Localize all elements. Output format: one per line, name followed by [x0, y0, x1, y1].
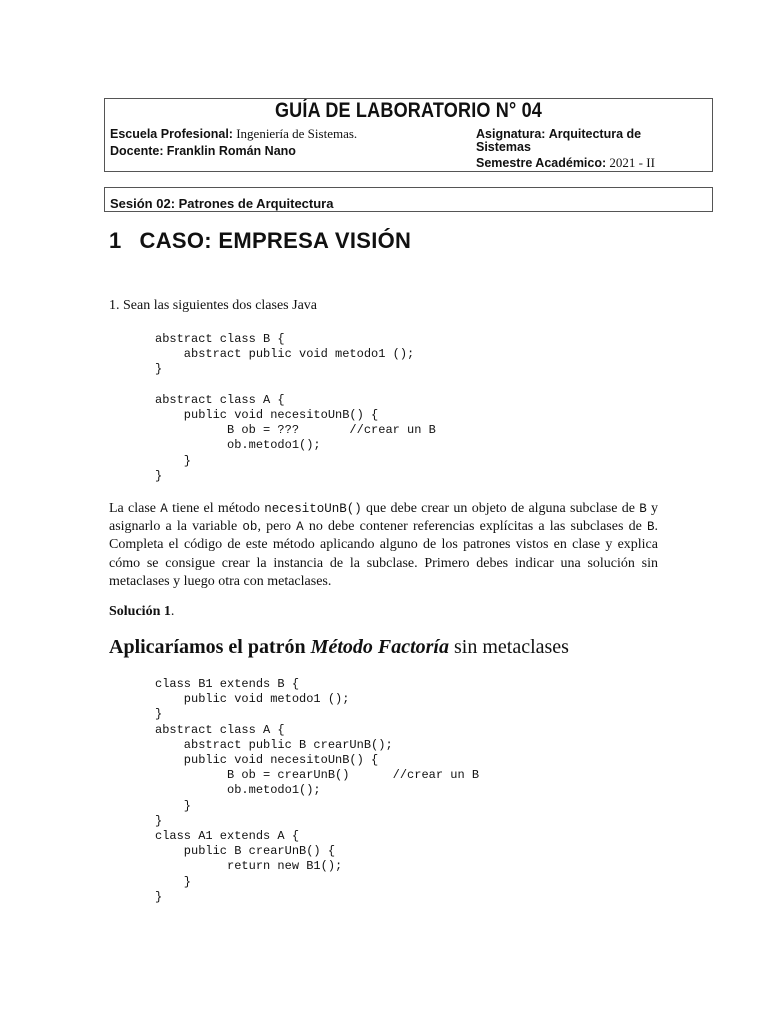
subject-value-line2: Sistemas [476, 140, 531, 154]
teacher-row [110, 143, 296, 159]
subject-label: Asignatura: [476, 127, 546, 141]
explanation-text: y asignarlo a la variable [109, 501, 659, 535]
school-row [110, 126, 357, 142]
lab-guide-title: GUÍA DE LABORATORIO N° 04 [274, 99, 543, 122]
explanation-text: , pero [257, 519, 297, 535]
explanation-text: . Completa el código de este método aplicando alguno de los patrones vistos en clase y explica cómo se consigue crear la instancia de la subclase. Primero debes indicar una solución sin metaclases y luego otra con metaclases. [109, 519, 658, 589]
inline-code: A [296, 520, 304, 535]
school-label: Escuela Profesional: [110, 127, 233, 141]
inline-code: B [646, 520, 655, 535]
document-header [104, 98, 713, 172]
solution-heading [109, 636, 569, 659]
solution-heading-rest: sin metaclases [449, 636, 569, 658]
solution-label [109, 604, 174, 620]
solution-label-text: Solución 1 [109, 604, 171, 619]
school-value: Ingeniería de Sistemas. [236, 126, 358, 141]
explanation-text: que debe crear un objeto de alguna subclase de [361, 501, 640, 516]
inline-code: B [639, 502, 647, 516]
subject-value-line1: Arquitectura de [548, 127, 642, 141]
code-block-factory-method: class B1 extends B { public void metodo1 (); } abstract class A { abstract public B crearUnB(); public void necesitoUnB() { B ob = crearUnB() //crear un B ob.metodo1(); } } class A1 extends A { public B crearUnB() { return new B1(); } } [155, 677, 480, 904]
inline-code: necesitoUnB() [264, 502, 362, 516]
question-text: 1. Sean las siguientes dos clases Java [109, 298, 318, 313]
subject-row-2 [476, 139, 531, 155]
section-title: CASO: EMPRESA VISIÓN [139, 228, 412, 253]
solution-label-dot: . [170, 604, 175, 619]
session-title: Sesión 02: Patrones de Arquitectura [110, 196, 334, 211]
inline-code: A [160, 502, 168, 516]
explanation-text: tiene el método [167, 501, 265, 516]
teacher-label: Docente: [110, 144, 164, 158]
semester-label: Semestre Académico: [476, 156, 607, 170]
semester-value: 2021 - II [609, 155, 655, 170]
explanation-text: no debe contener referencias explícitas a las subclases de [303, 519, 647, 535]
inline-code: ob [242, 520, 258, 535]
session-box [104, 187, 713, 212]
section-heading [109, 228, 411, 254]
explanation-paragraph [109, 500, 658, 591]
section-number: 1 [109, 228, 122, 253]
teacher-value: Franklin Román Nano [166, 144, 296, 158]
solution-heading-pattern: Método Factoría [310, 636, 449, 658]
code-block-classes: abstract class B { abstract public void metodo1 (); } abstract class A { public void necesitoUnB() { B ob = ??? //crear un B ob.metodo1(); } } [155, 332, 436, 483]
semester-row [476, 155, 655, 171]
solution-heading-bold: Aplicaríamos el patrón [109, 636, 311, 658]
explanation-text: La clase [109, 501, 161, 516]
